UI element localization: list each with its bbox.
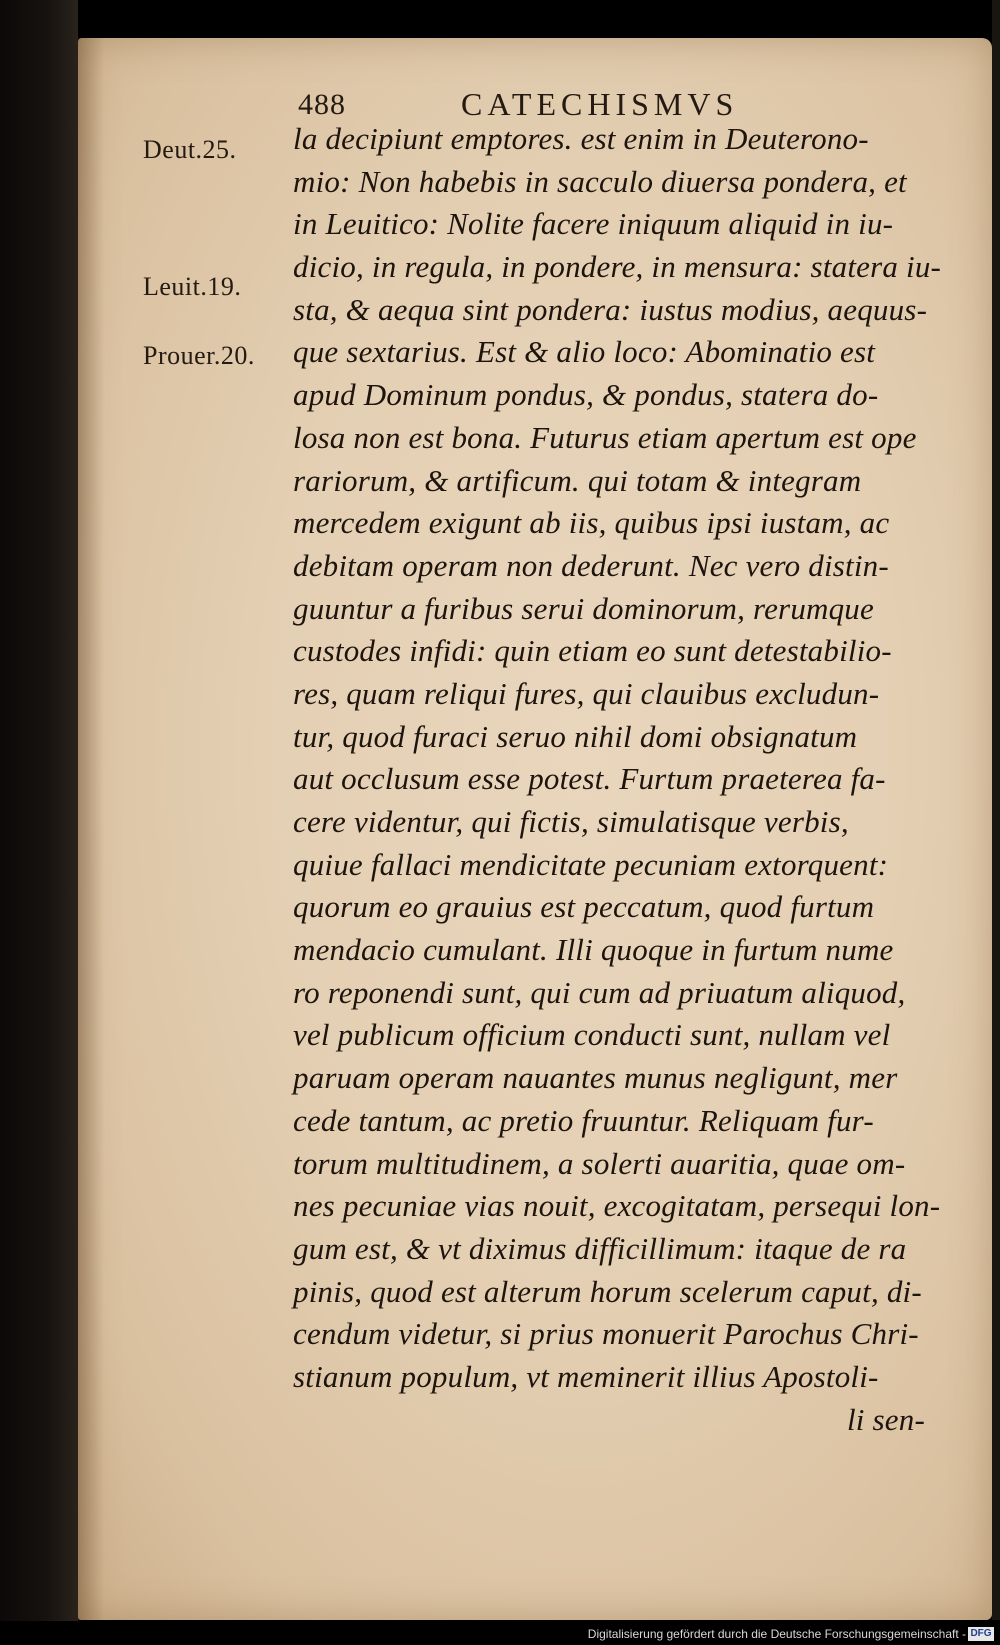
scan-background-right (992, 0, 1000, 1620)
text-line: res, quam reliqui fures, qui clauibus excludun- (293, 675, 880, 711)
text-line: cere videntur, qui fictis, simulatisque verbis, (293, 804, 849, 839)
book-page (78, 38, 992, 1620)
text-line: cede tantum, ac pretio fruuntur. Reliquam fur- (293, 1102, 874, 1138)
text-line: stianum populum, vt meminerit illius Apostoli- (293, 1358, 879, 1394)
text-line: mercedem exigunt ab iis, quibus ipsi iustam, ac (293, 505, 890, 541)
text-line: gum est, & vt diximus difficillimum: itaque de ra (293, 1230, 907, 1266)
text-line: cendum videtur, si prius monuerit Parochus Chri- (293, 1316, 919, 1352)
text-line: quiue fallaci mendicitate pecuniam extorquent: (293, 846, 889, 882)
text-line: debitam operam non dederunt. Nec vero distin- (293, 547, 889, 583)
text-line: guuntur a furibus serui dominorum, rerumque (293, 590, 874, 626)
margin-note-leviticus: Leuit.19. (143, 272, 242, 301)
text-line: losa non est bona. Futurus etiam apertum est ope (293, 419, 917, 455)
text-line: rariorum, & artificum. qui totam & integram (293, 462, 862, 498)
text-line: nes pecuniae vias nouit, excogitatam, persequi lon- (293, 1188, 941, 1224)
scan-background-left (0, 0, 78, 1645)
body-text (293, 118, 942, 1441)
text-line: pinis, quod est alterum horum scelerum caput, di- (293, 1273, 922, 1309)
text-line: la decipiunt emptores. est enim in Deuterono- (293, 121, 869, 156)
dfg-logo: DFG (968, 1627, 994, 1641)
digitization-credit: Digitalisierung gefördert durch die Deutsche Forschungsgemeinschaft - (587, 1627, 966, 1641)
text-line: que sextarius. Est & alio loco: Abominatio est (293, 334, 876, 370)
text-line: aut occlusum esse potest. Furtum praeterea fa- (293, 761, 886, 797)
running-title: CATECHISMVS (461, 86, 739, 122)
text-line: tur, quod furaci seruo nihil domi obsignatum (293, 718, 858, 754)
catchword: li sen- (846, 1401, 925, 1437)
page-number: 488 (298, 88, 346, 121)
footer-bar (0, 1621, 1000, 1645)
text-line: apud Dominum pondus, & pondus, statera do- (293, 377, 879, 413)
margin-note-deuteronomy: Deut.25. (143, 135, 237, 164)
text-line: paruam operam nauantes munus negligunt, mer (293, 1060, 898, 1096)
text-line: custodes infidi: quin etiam eo sunt detestabilio- (293, 633, 892, 669)
text-line: in Leuitico: Nolite facere iniquum aliquid in iu- (293, 206, 894, 242)
text-line: sta, & aequa sint pondera: iustus modius, aequus- (293, 291, 928, 327)
margin-note-proverbs: Prouer.20. (143, 341, 255, 370)
text-line: ro reponendi sunt, qui cum ad priuatum aliquod, (293, 974, 906, 1010)
text-line: mendacio cumulant. Illi quoque in furtum nume (293, 932, 894, 968)
text-line: vel publicum officium conducti sunt, nullam vel (293, 1017, 891, 1053)
page-gutter-shadow (78, 38, 104, 1620)
text-line: dicio, in regula, in pondere, in mensura: statera iu- (293, 249, 942, 285)
text-line: torum multitudinem, a solerti auaritia, quae om- (293, 1145, 906, 1181)
text-line: mio: Non habebis in sacculo diuersa pondera, et (293, 163, 907, 199)
text-line: quorum eo grauius est peccatum, quod furtum (293, 889, 875, 925)
